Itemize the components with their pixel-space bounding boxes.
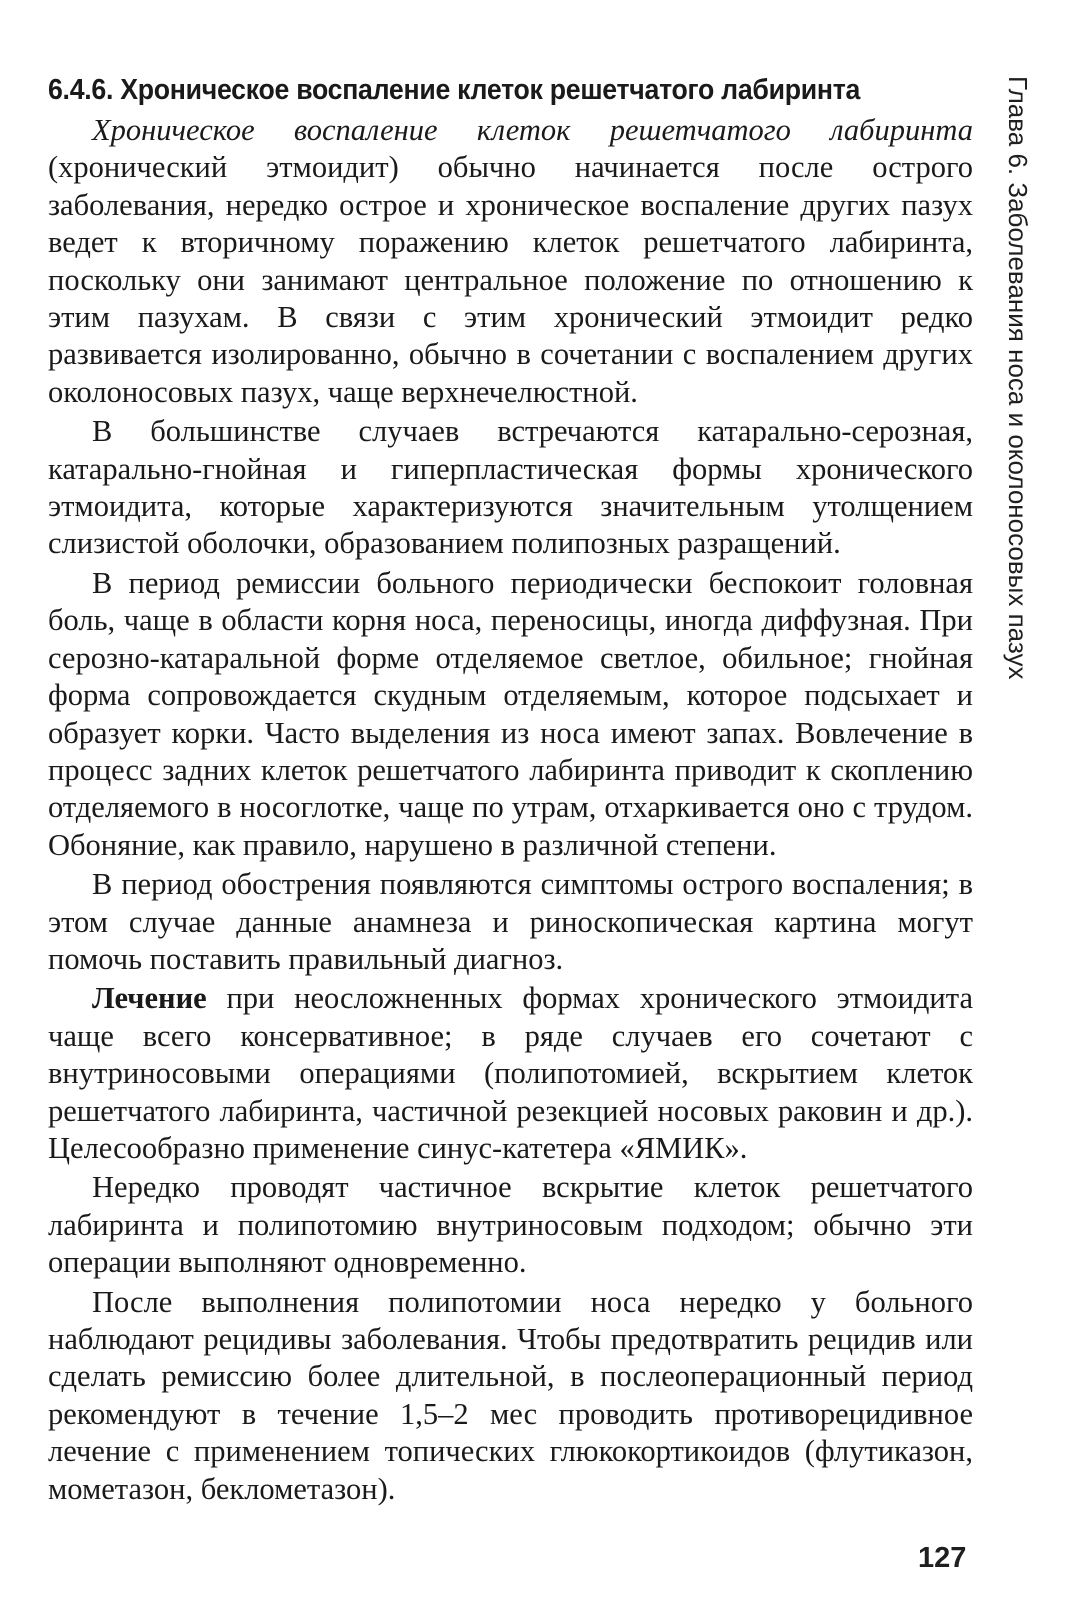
section-heading: 6.4.6. Хроническое воспаление клеток решетчатого лабиринта bbox=[48, 74, 861, 106]
paragraph-5-text: при неосложненных формах хронического этмоидита чаще всего консервативное; в ряде случаев его сочетают с внутриносовыми операциями (полипотомией, вскрытием клеток решетчатого лабиринта, частичной резекцией носовых раковин и др.). Целесообразно применение синус-катетера «ЯМИК». bbox=[48, 981, 973, 1165]
paragraph-2: В большинстве случаев встречаются катарально-серозная, катарально-гнойная и гиперпластическая формы хронического этмоидита, которые характеризуются значительным утолщением слизистой оболочки, образованием полипозных разращений. bbox=[48, 414, 973, 561]
paragraph-5 bbox=[48, 980, 973, 1167]
paragraph-6: Нередко проводят частичное вскрытие клеток решетчатого лабиринта и полипотомию внутриносовым подходом; обычно эти операции выполняют одновременно. bbox=[48, 1170, 973, 1280]
page-number: 127 bbox=[918, 1542, 967, 1574]
bold-term: Лечение bbox=[92, 981, 207, 1016]
running-head bbox=[985, 76, 1045, 680]
paragraph-7: После выполнения полипотомии носа нередко у больного наблюдают рецидивы заболевания. Чтобы предотвратить рецидив или сделать ремиссию более длительной, в послеоперационный период рекомендуют в течение 1,5–2 мес проводить противорецидивное лечение с применением топических глюкокортикоидов (флутиказон, мометазон, беклометазон). bbox=[48, 1284, 973, 1506]
paragraph-3: В период ремиссии больного периодически беспокоит головная боль, чаще в области корня носа, переносицы, иногда диффузная. При серозно-катаральной форме отделяемое светлое, обильное; гнойная форма сопровождается скудным отделяемым, которое подсыхает и образует корки. Часто выделения из носа имеют запах. Вовлечение в процесс задних клеток решетчатого лабиринта приводит к скоплению отделяемого в носоглотке, чаще по утрам, отхаркивается оно с трудом. Обоняние, как правило, нарушено в различной степени. bbox=[48, 565, 973, 862]
page-body bbox=[48, 70, 973, 1510]
paragraph-1-text: (хронический этмоидит) обычно начинается после острого заболевания, нередко острое и хроническое воспаление других пазух ведет к вторичному поражению клеток решетчатого лабиринта, поскольку они занимают центральное положение по отношению к этим пазухам. В связи с этим хронический этмоидит редко развивается изолированно, обычно в сочетании с воспалением других околоносовых пазух, чаще верхнечелюстной. bbox=[48, 150, 973, 409]
italic-term: Хроническое воспаление клеток решетчатого лабиринта bbox=[92, 113, 973, 147]
running-head-text: Глава 6. Заболевания носа и околоносовых пазух bbox=[1003, 76, 1033, 680]
paragraph-4: В период обострения появляются симптомы острого воспаления; в этом случае данные анамнеза и риноскопическая картина могут помочь поставить правильный диагноз. bbox=[48, 867, 973, 976]
paragraph-1 bbox=[48, 112, 973, 411]
